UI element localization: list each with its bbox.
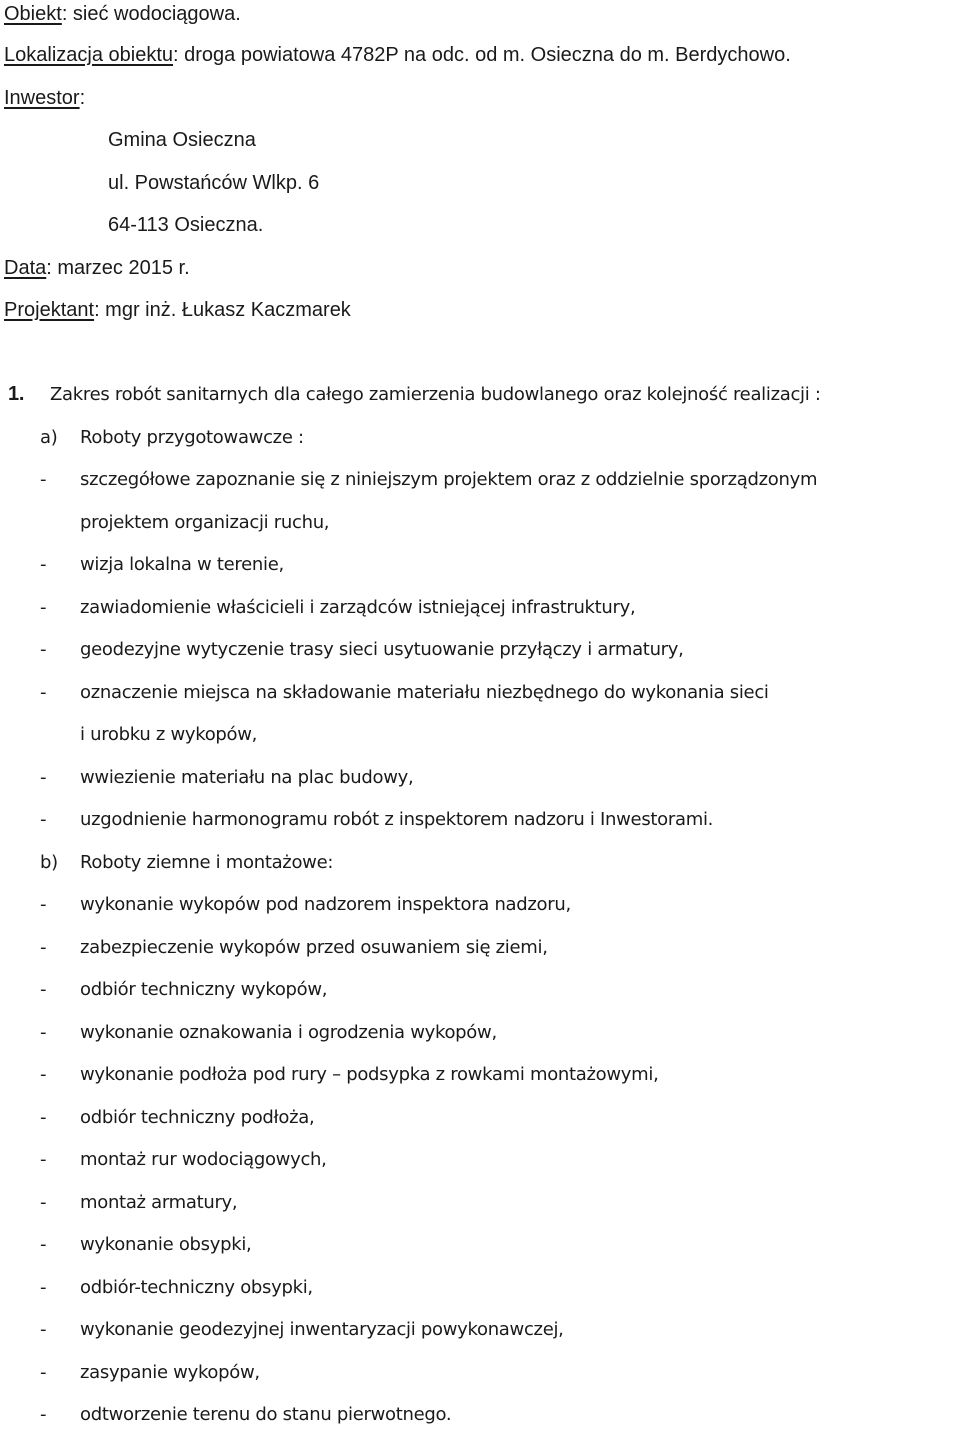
bullet: - [40,1064,47,1085]
list-item-text: wykonanie wykopów pod nadzorem inspektora nadzoru, [80,894,571,915]
list-item-text: geodezyjne wytyczenie trasy sieci usytuowanie przyłączy i armatury, [80,639,684,660]
bullet: - [40,767,47,788]
investor-address-line: 64-113 Osieczna. [108,214,264,236]
object-value: : sieć wodociągowa. [61,3,241,25]
bullet: - [40,682,47,703]
list-item-text: wykonanie geodezyjnej inwentaryzacji powykonawczej, [80,1319,564,1340]
section-number: 1. [8,383,25,405]
list-item-text: wykonanie oznakowania i ogrodzenia wykopów, [80,1022,497,1043]
object-line [4,2,241,26]
location-value: : droga powiatowa 4782P na odc. od m. Osieczna do m. Berdychowo. [173,44,791,66]
location-label: Lokalizacja obiektu [4,44,173,66]
date-label: Data [4,257,47,279]
bullet: - [40,1022,47,1043]
list-item-text: szczegółowe zapoznanie się z niniejszym projektem oraz z oddzielnie sporządzonym [80,469,818,490]
list-item-text: projektem organizacji ruchu, [80,512,330,533]
list-item-text: odbiór techniczny wykopów, [80,979,328,1000]
list-item-text: montaż rur wodociągowych, [80,1149,327,1170]
list-item-text: wykonanie podłoża pod rury – podsypka z rowkami montażowymi, [80,1064,659,1085]
subsection-label: Roboty przygotowawcze : [80,427,304,448]
bullet: - [40,1234,47,1255]
bullet: - [40,554,47,575]
subsection-label: Roboty ziemne i montażowe: [80,852,334,873]
investor-label: Inwestor [4,87,80,109]
bullet: - [40,1277,47,1298]
subsection-marker: b) [40,852,58,873]
investor-colon: : [79,87,86,109]
designer-line [4,298,351,322]
list-item-text: wwiezienie materiału na plac budowy, [80,767,414,788]
bullet: - [40,639,47,660]
list-item-text: wizja lokalna w terenie, [80,554,284,575]
list-item-text: zasypanie wykopów, [80,1362,260,1383]
list-item-text: montaż armatury, [80,1192,238,1213]
investor-address-line: Gmina Osieczna [108,129,256,151]
list-item-text: odbiór-techniczny obsypki, [80,1277,313,1298]
date-line [4,256,190,280]
bullet: - [40,1149,47,1170]
list-item-text: odbiór techniczny podłoża, [80,1107,315,1128]
investor-address-line: ul. Powstańców Wlkp. 6 [108,172,320,194]
list-item-text: uzgodnienie harmonogramu robót z inspektorem nadzoru i Inwestorami. [80,809,714,830]
section-title: Zakres robót sanitarnych dla całego zamierzenia budowlanego oraz kolejność realizacji : [50,384,821,405]
list-item-text: oznaczenie miejsca na składowanie materiału niezbędnego do wykonania sieci [80,682,769,703]
bullet: - [40,979,47,1000]
object-label: Obiekt [4,3,62,25]
list-item-text: odtworzenie terenu do stanu pierwotnego. [80,1404,452,1425]
investor-line [4,86,85,110]
bullet: - [40,1192,47,1213]
list-item-text: i urobku z wykopów, [80,724,258,745]
bullet: - [40,469,47,490]
list-item-text: wykonanie obsypki, [80,1234,252,1255]
bullet: - [40,937,47,958]
bullet: - [40,1404,47,1425]
bullet: - [40,809,47,830]
bullet: - [40,894,47,915]
date-value: : marzec 2015 r. [46,257,190,279]
list-item-text: zabezpieczenie wykopów przed osuwaniem się ziemi, [80,937,548,958]
subsection-marker: a) [40,427,58,448]
bullet: - [40,1362,47,1383]
designer-value: : mgr inż. Łukasz Kaczmarek [94,299,351,321]
designer-label: Projektant [4,299,95,321]
bullet: - [40,1107,47,1128]
bullet: - [40,597,47,618]
location-line [4,43,791,67]
list-item-text: zawiadomienie właścicieli i zarządców istniejącej infrastruktury, [80,597,636,618]
bullet: - [40,1319,47,1340]
